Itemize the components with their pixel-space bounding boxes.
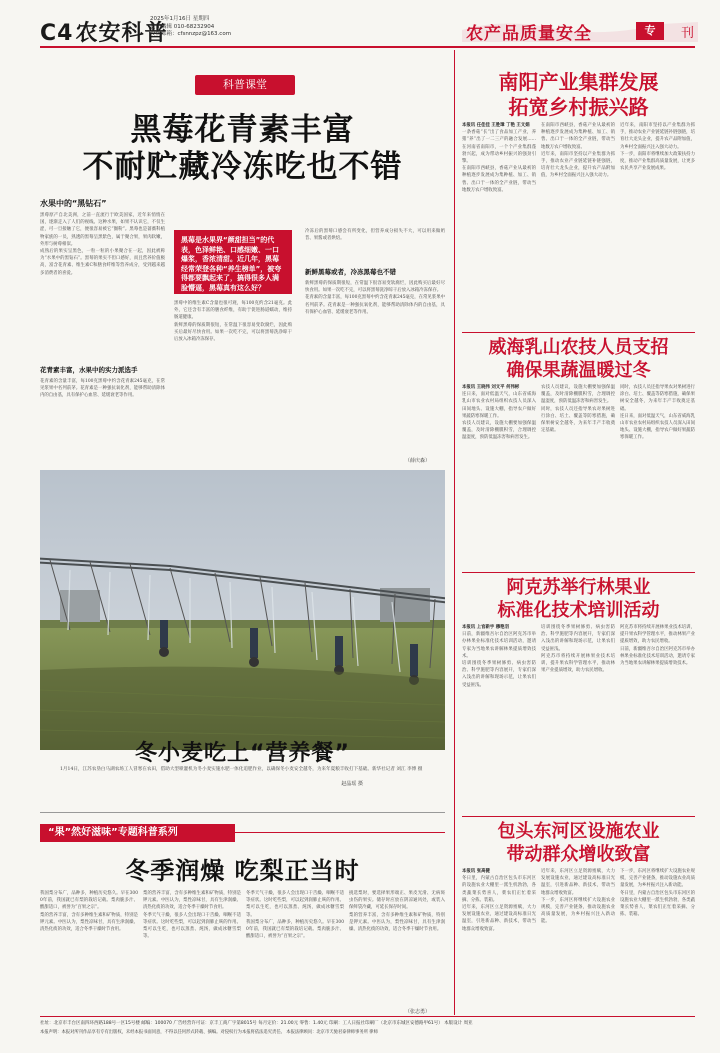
- main-col-3: [305, 228, 445, 266]
- winter-col-3: [246, 890, 344, 1015]
- nanyang-headline: [462, 70, 695, 120]
- subheading-2-wrap: [40, 362, 165, 377]
- weihai-col-2: [541, 384, 615, 566]
- headline-line-2: 不耐贮藏冷冻吃也不错: [82, 149, 403, 185]
- winter-col-3-text: 冬季天气干燥，很多人会出现口干舌燥、咽喉不适等症状。这时吃些梨，可以起到润肺止咳的作用。梨可以生吃，也可以蒸煮、炖汤，做成冰糖雪梨等。: [246, 891, 344, 918]
- series-banner-label: “果”然好滋味”专题科普系列: [40, 824, 235, 842]
- baotou-col-1: [462, 868, 536, 1012]
- special-tag-2: 刊: [680, 26, 694, 41]
- winter-col-1b-text: 梨的营养丰富，含有多种维生素和矿物质，特别是钾元素。中医认为，梨性凉味甘，具有生津润燥、清热化痰的功效，适合冬季干燥时节食用。: [40, 912, 138, 933]
- nanyang-col-1: [462, 122, 536, 327]
- baotou-headline-1: 包头东河区设施农业: [497, 821, 660, 842]
- weihai-col-3-text: 同时，农技人员还指导果农对果树进行涂白、培土、覆盖等防寒措施，确保果树安全越冬，为来年丰产丰收奠定基础。: [620, 385, 695, 412]
- nanyang-col-2: [541, 122, 615, 327]
- main-author: （薛庆森）: [405, 458, 431, 464]
- special-tag: 专: [636, 22, 664, 40]
- headline: [40, 112, 445, 186]
- aksu-col-3-text: 阿克苏市将持续开展林果业技术培训，提升果农科学管理水平，推动林果产业提质增效，助力农民增收。: [620, 625, 695, 645]
- photo-caption: 1月14日，江苏农垦白马湖农场工人冒寒在农田，借助大型喷灌机为冬小麦实施水肥一体化追肥作业，以确保冬小麦安全越冬，为来年夏粮丰收打下基础。新华社记者 刘江 李博 摄: [60, 767, 423, 772]
- section-divider: [40, 812, 445, 813]
- weihai-headline-2: 确保果蔬温暖过冬: [506, 360, 651, 381]
- headline-line-1: 黑莓花青素丰富: [130, 112, 355, 148]
- contact-email[interactable]: 投稿邮箱：cfsnnzpz@163.com: [150, 31, 232, 37]
- main-col-1c: [40, 378, 165, 466]
- baotou-col-1-text: 冬日里，内蒙古自治区包头市东河区的设施农业大棚里一派生机勃勃，各类蔬菜长势喜人，菜农们正忙着采摘、分拣、装箱。: [462, 876, 536, 903]
- main-col-1: [40, 212, 165, 362]
- aksu-col-3b-text: 日前，新疆维吾尔自治区阿克苏市举办林果业标准化技术培训活动，邀请专家为当地果农讲解林果提质增效技术。: [620, 646, 695, 667]
- footer-rule: [40, 1016, 695, 1017]
- editor-hotline: 责任编辑 010-68232904: [150, 23, 215, 30]
- special-edition-banner: [462, 14, 698, 44]
- subheading-2: 花青素丰富，水果中的实力派选手: [40, 366, 138, 374]
- winter-col-2-text: 梨的营养丰富，含有多种维生素和矿物质，特别是钾元素。中医认为，梨性凉味甘，具有生津润燥、清热化痰的功效，适合冬季干燥时节食用。: [143, 891, 241, 911]
- baotou-col-3b-text: 冬日里，内蒙古自治区包头市东河区的设施农业大棚里一派生机勃勃，各类蔬菜长势喜人，菜农们正忙着采摘、分拣、装箱。: [620, 890, 695, 918]
- weihai-col-1-text: 连日来，面对低温天气，山东省威海乳山市农业农村局组织农技人员深入田间地头、设施大棚，指导农户做好果蔬防寒保暖工作。: [462, 392, 536, 419]
- aksu-col-2b-text: 阿克苏市将持续开展林果业技术培训，提升果农科学管理水平，推动林果产业提质增效，助力农民增收。: [541, 653, 615, 674]
- aksu-headline: [462, 576, 695, 622]
- main-col-1c-text: 花青素的含量丰富，每100克黑莓中约含花青素245毫克，在常见浆果中名列前茅。花青素是一种强抗氧化剂，能够帮助清除体内的自由基，具有保护心血管、延缓衰老等作用。: [40, 379, 165, 399]
- weihai-col-1b-text: 农技人员建议，设施大棚要加强保温覆盖，及时清除棚膜积雪，合理调控温湿度，预防低温冻害和病害发生。: [462, 421, 536, 441]
- weihai-byline: 本报讯 王晓伟 刘文平 何伟彬: [462, 385, 520, 390]
- aksu-col-1-text: 日前，新疆维吾尔自治区阿克苏市举办林果业标准化技术培训活动，邀请专家为当地果农讲解林果提质增效技术。: [462, 632, 536, 659]
- photo-title: 冬小麦吃上“营养餐”: [135, 741, 350, 766]
- baotou-col-2: [541, 868, 615, 1012]
- main-col-2b-text: 新鲜黑莓的保质期很短，在常温下很容易变软腐烂，因此购买后最好尽快食用。如果一次吃不完，可以将黑莓洗净晾干后放入冰箱冷冻保存。: [174, 322, 292, 343]
- winter-col-4-text: 挑选梨时，要选择果形端正、果皮光滑、无病斑虫伤的果实。储存时应放在阴凉通风处，或装入保鲜袋冷藏，可延长保存时间。: [349, 891, 445, 911]
- nanyang-col-1b-text: 在南阳市西峡县，香菇产业从最初的种植逐步发展成为集种植、加工、销售、出口于一体的全产业链，带动当地数万农户增收致富。: [462, 166, 536, 193]
- nanyang-headline-2: 拓宽乡村振兴路: [508, 95, 649, 119]
- main-col-2: [174, 300, 292, 466]
- photo-credit-wrap: [40, 780, 445, 787]
- nanyang-col-2b-text: 近年来，南阳市坚持以产业集群为抓手，推动农业产业链延链补链强链，培育壮大龙头企业，提升农产品附加值，为乡村全面振兴注入强大动力。: [541, 151, 615, 179]
- weihai-col-2-text: 农技人员建议，设施大棚要加强保温覆盖，及时清除棚膜积雪，合理调控温湿度，预防低温冻害和病害发生。: [541, 385, 615, 405]
- nanyang-col-1-text: 一条香菇“长”出了食品加工产业，养猪“养”出了一二三产的融合发展……在河南省南阳市，一个个产业集群蓬勃兴起，成为带动乡村振兴的强劲引擎。: [462, 130, 536, 165]
- photo-credit: 赵晶瑶 摄: [341, 781, 363, 787]
- subheading-1: 水果中的“黑钻石”: [40, 199, 107, 208]
- aksu-col-1: [462, 624, 536, 810]
- header-rule: [40, 46, 695, 48]
- subheading-3-wrap: [305, 264, 445, 279]
- main-col-3-text: 冷冻后的黑莓口感会有所变化，但营养成分损失不大，可以用来做奶昔、果酱或者烘焙。: [305, 229, 445, 242]
- baotou-byline: 本报讯 张高健: [462, 869, 490, 874]
- masthead-info: [150, 16, 231, 39]
- baotou-col-2b-text: 下一步，东河区将继续扩大设施农业规模，完善产业链条，推动设施农业高质量发展，为乡村振兴注入新动能。: [541, 897, 615, 925]
- pull-quote: 黑莓是水果界“颜甜担当”的代表，色泽鲜艳、口感细嫩、一口爆浆，香浓清甜。近几年，黑莓经常荣登各种“养生榜单”，被夸得都要飘起来了，搞得很多人满脸懵逼，黑莓真有这么好？: [174, 230, 292, 294]
- main-col-3c-text: 花青素的含量丰富，每100克黑莓中约含花青素245毫克，在常见浆果中名列前茅。花青素是一种强抗氧化剂，能够帮助清除体内的自由基，具有保护心血管、延缓衰老等作用。: [305, 295, 445, 315]
- aksu-headline-1: 阿克苏举行林果业: [506, 577, 651, 598]
- nanyang-headline-1: 南阳产业集群发展: [498, 70, 659, 94]
- baotou-col-1b-text: 近年来，东河区立足资源禀赋，大力发展设施农业，通过建设高标准日光温室，引进新品种、新技术，带动当地群众增收致富。: [462, 905, 536, 932]
- main-col-1-text: 黑莓原产自北美洲，之前一直流行于欧美国家，近年来悄悄在国，逐渐走入了人们的视线。这种水果，如果不认识它，不仅生涩，可一旦接触了它，便很容易被它“圈粉”。黑莓也是蔷薇科植物家族的一员，熟透的黑莓呈黑紫色，属于聚合果，果肉软嫩，外形与树莓相似。: [40, 213, 165, 247]
- irrigation-photo-drawing: [40, 470, 445, 750]
- baotou-col-3: [620, 868, 695, 1012]
- special-title: 农产品质量安全: [466, 24, 592, 44]
- winter-col-2b-text: 冬季天气干燥，很多人会出现口干舌燥、咽喉不适等症状。这时吃些梨，可以起到润肺止咳的作用。梨可以生吃，也可以蒸煮、炖汤，做成冰糖雪梨等。: [143, 912, 241, 940]
- right-divider-3: [462, 816, 695, 817]
- nanyang-byline: 本报讯 任佳佳 王胜璋 丁艳 王文娟: [462, 123, 530, 128]
- aksu-byline: 本报讯 上官新宇 穆艳羽: [462, 625, 509, 630]
- series-banner: [40, 824, 445, 842]
- nanyang-col-3: [620, 122, 695, 327]
- weihai-col-3: [620, 384, 695, 566]
- issue-date: 2025年1月16日 星期四: [150, 16, 210, 22]
- right-divider-1: [462, 332, 695, 333]
- winter-col-4: [349, 890, 445, 1008]
- section-name: 农安科普: [75, 21, 168, 46]
- nanyang-col-3-text: 近年来，南阳市坚持以产业集群为抓手，推动农业产业链延链补链强链，培育壮大龙头企业，提升农产品附加值，为乡村全面振兴注入强大动力。: [620, 123, 695, 150]
- kicker-label: 科普课堂: [195, 75, 295, 95]
- column-separator: [454, 50, 455, 1015]
- winter-author: （张志勇）: [405, 1009, 431, 1015]
- main-col-3b: [305, 280, 445, 456]
- footer-imprint: 社址：北京市丰台区南四环西路188号一区15号楼 邮编：100070 广告经营许可证：京丰工商广字第8015号 每月定价：21.00元 零售：1.40元 印刷：工人日报社印刷厂（北京市东城区安德路甲61号） 本版设计 周亚: [40, 1021, 473, 1026]
- winter-col-3b-text: 我国梨分布广，品种多，种植历史悠久。早在3000年前，我国就已有梨的栽培记载。梨肉脆多汁、酸甜适口，被誉为“百果之宗”。: [246, 919, 344, 940]
- weihai-headline: [462, 336, 695, 382]
- baotou-col-3-text: 下一步，东河区将继续扩大设施农业规模，完善产业链条，推动设施农业高质量发展，为乡村振兴注入新动能。: [620, 869, 695, 889]
- series-banner-line: [235, 832, 445, 833]
- main-col-2-text: 黑莓中的维生素C含量也很可观，每100克约含21毫克。此外，它还含有丰富的膳食纤维，有助于促进肠道蠕动，维持肠道健康。: [174, 301, 292, 321]
- winter-col-1: [40, 890, 138, 1015]
- nanyang-col-2-text: 在南阳市西峡县，香菇产业从最初的种植逐步发展成为集种植、加工、销售、出口于一体的全产业链，带动当地数万农户增收致富。: [541, 123, 615, 150]
- weihai-col-2b-text: 同时，农技人员还指导果农对果树进行涂白、培土、覆盖等防寒措施，确保果树安全越冬，为来年丰产丰收奠定基础。: [541, 406, 615, 434]
- footer-notice: 本报声明：本报对所刊作品享有专有出版权，未经本报书面同意，不得以任何形式转载、摘编。对侵权行为本报将依法追究责任。 本报法律顾问：北京市天驰君泰律师事务所 律师: [40, 1030, 378, 1035]
- aksu-col-2: [541, 624, 615, 810]
- winter-col-1-text: 我国梨分布广，品种多，种植历史悠久。早在3000年前，我国就已有梨的栽培记载。梨肉脆多汁、酸甜适口，被誉为“百果之宗”。: [40, 891, 138, 911]
- weihai-col-1: [462, 384, 536, 566]
- subheading-3: 新鲜黑莓或者，冷冻黑莓也不错: [305, 268, 396, 276]
- winter-headline: 冬季润燥 吃梨正当时: [125, 857, 360, 885]
- baotou-headline-2: 带动群众增收致富: [506, 844, 651, 865]
- page-number: C4农安科普: [40, 21, 168, 46]
- baotou-col-2-text: 近年来，东河区立足资源禀赋，大力发展设施农业，通过建设高标准日光温室，引进新品种、新技术，带动当地群众增收致富。: [541, 869, 615, 896]
- irrigation-photo: [40, 470, 445, 750]
- winter-col-2: [143, 890, 241, 1015]
- main-col-3b-text: 新鲜黑莓的保质期很短，在常温下很容易变软腐烂，因此购买后最好尽快食用。如果一次吃不完，可以将黑莓洗净晾干后放入冰箱冷冻保存。: [305, 281, 445, 294]
- aksu-col-2-text: 培训围绕冬季果树修剪、病虫害防治、科学施肥等内容展开，专家们深入浅出的讲解和现场示范，让果农们受益匪浅。: [541, 625, 615, 652]
- aksu-headline-2: 标准化技术培训活动: [497, 600, 660, 621]
- right-divider-2: [462, 572, 695, 573]
- winter-col-4b-text: 梨的营养丰富，含有多种维生素和矿物质，特别是钾元素。中医认为，梨性凉味甘，具有生津润燥、清热化痰的功效，适合冬季干燥时节食用。: [349, 912, 445, 933]
- weihai-col-3b-text: 连日来，面对低温天气，山东省威海乳山市农业农村局组织农技人员深入田间地头、设施大棚，指导农户做好果蔬防寒保暖工作。: [620, 413, 695, 441]
- main-col-1b-text: 成熟后的果实呈黑色，一粒一粒的小果聚合在一起，因此被称为“水果中的黑钻石”。黑莓的果实不但口感好，而且营养价值极高，富含花青素、维生素C和膳食纤维等营养成分，受到越来越多消费者的喜爱。: [40, 249, 165, 276]
- aksu-col-1b-text: 培训围绕冬季果树修剪、病虫害防治、科学施肥等内容展开，专家们深入浅出的讲解和现场示范，让果农们受益匪浅。: [462, 661, 536, 688]
- baotou-headline: [462, 820, 695, 866]
- aksu-col-3: [620, 624, 695, 810]
- nanyang-col-3b-text: 下一步，南阳市将继续加大政策扶持力度，推动产业集群高质量发展，让更多农民共享产业发展成果。: [620, 151, 695, 172]
- weihai-headline-1: 威海乳山农技人员支招: [488, 337, 669, 358]
